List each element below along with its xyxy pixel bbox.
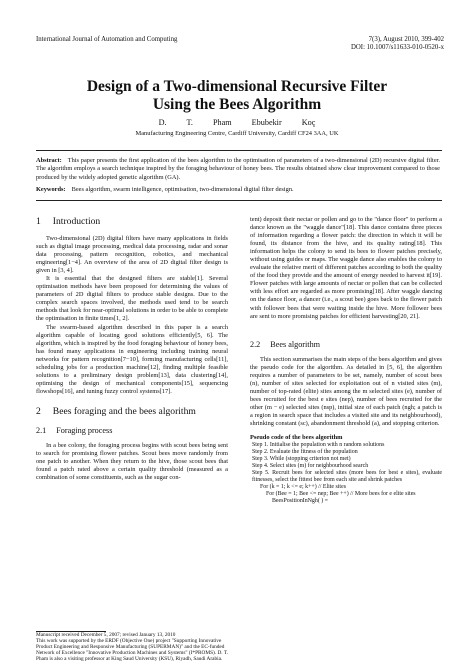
- pseudo-loop-elite: For (k = 1; k <= e; k++) // Elite sites: [260, 484, 346, 491]
- bottom-rule: [36, 200, 442, 201]
- intro-paragraph-2: It is essential that the designed filters are stable[1]. Several optimisation methods have been proposed for determining the values of parameters of 2D digital filters to produce stable designs. Due to the complex search spaces involved, the methods used tend to be search methods that look for near-optimal solutions in order to be able to complete the optimisation in finite times[1, 2].: [36, 275, 228, 323]
- foraging-continued: tent) deposit their nectar or pollen and go to the "dance floor" to perform a dance known as the "waggle dance"[18]. This dance contains three pieces of information regarding a flower patch: the direction in which it will be found, its distance from the hive, and its quality rating[18]. This information helps the colony to send its bees to flower patches precisely, without using guides or maps. The waggle dance also enables the colony to evaluate the relative merit of different patches according to both the quality of the food they provide and the amount of energy needed to harvest it[19]. Flower patches with large amounts of nectar or pollen that can be collected with less effort are regarded as more promising[18]. After waggle dancing on the dance floor, a dancer (i.e., a scout bee) goes back to the flower patch with follower bees that were waiting inside the hive. More follower bees are sent to more promising patches for efficient harvesting[20, 21].: [250, 216, 442, 320]
- intro-paragraph-1: Two-dimensional (2D) digital filters have many applications in fields such as digital image processing, medical data processing, radar and sonar data processing, pattern recognition, robotics, and mechanical engineering[1−4]. An overview of the area of 2D digital filter design is given in [3, 4].: [36, 235, 228, 275]
- footnote-received: Manuscript received December 5, 2007; revised January 13, 2010: [36, 632, 176, 638]
- abstract: [36, 157, 440, 182]
- pseudo-step-5: Step 5. Recruit bees for selected sites (more bees for best e sites), evaluate fitnesses, select the fittest bee from each site and shrink patches: [252, 470, 442, 484]
- pseudo-step-1: Step 1. Initialise the population with n random solutions: [252, 442, 385, 449]
- pseudo-code-block: [250, 434, 442, 505]
- pseudo-step-3: Step 3. While (stopping criterion not met): [252, 456, 351, 463]
- section-2-1-heading: 2.1 Foraging process: [36, 425, 113, 435]
- foraging-paragraph: In a bee colony, the foraging process begins with scout bees being sent to search for promising flower patches. Scout bees move randomly from one patch to another. When they return to the hive, those scout bees that found a patch rated above a certain quality threshold (measured as a combination of some constituents, such as the sugar con-: [36, 441, 228, 482]
- section-1-heading: 1 Introduction: [36, 216, 101, 227]
- section-2-heading: 2 Bees foraging and the bees algorithm: [36, 405, 196, 417]
- abstract-label: Abstract:: [36, 157, 62, 164]
- affiliation: Manufacturing Engineering Centre, Cardiff University, Cardiff CF24 3AA, UK: [135, 130, 339, 137]
- keywords-label: Keywords:: [36, 186, 66, 193]
- pseudo-step-4: Step 4. Select sites (m) for neighbourhood search: [252, 463, 369, 470]
- right-column: [250, 216, 442, 505]
- title-line-1: Design of a Two-dimensional Recursive Filter: [86, 78, 388, 95]
- issue-info: [351, 36, 444, 52]
- top-rule: [36, 150, 442, 151]
- footnote-funding: This work was supported by the ERDF (Objective One) project "Supporting Innovative Product Engineering and Responsive Manufacturing (SUPERMAN)" and the EC-funded Network of Excellence "Innovative Production Machines and Systems" (I*PROMS). D. T. Pham is also a visiting professor at King Saud University (KSU), Riyadh, Saudi Arabia.: [36, 638, 228, 663]
- intro-paragraph-3: The swarm-based algorithm described in this paper is a search algorithm capable of locating good solutions efficiently[5, 6]. The algorithm, which is inspired by the food foraging behaviour of honey bees, has found many applications in engineering including training neural networks for pattern recognition[7−10], forming manufacturing cells[11], scheduling jobs for a production machine[12], finding multiple feasible solutions to a preliminary design problem[13], data clustering[14], optimising the design of mechanical components[15], sequencing flowshops[16], and tuning fuzzy control systems[17].: [36, 323, 228, 395]
- keywords: [36, 186, 440, 194]
- issue-line: 7(3), August 2010, 399-402: [368, 36, 444, 43]
- pseudo-loop-bees: For (Bee = 1; Bee <= nep; Bee ++) // More bees for e elite sites: [266, 491, 416, 498]
- paper-title: [0, 78, 474, 114]
- journal-name: International Journal of Automation and Computing: [36, 36, 178, 43]
- section-2-2-heading: 2.2 Bees algorithm: [250, 339, 321, 349]
- title-line-2: Using the Bees Algorithm: [152, 96, 322, 113]
- pseudo-bees-position: BeesPositionInNgh( ) =: [272, 498, 329, 505]
- keywords-text: Bees algorithm, swarm intelligence, optimisation, two-dimensional digital filter design.: [71, 186, 294, 193]
- doi-line: DOI: 10.1007/s11633-010-0520-x: [350, 44, 444, 52]
- left-column: [36, 216, 228, 482]
- abstract-text: This paper presents the first application of the bees algorithm to the optimisation of parameters of a two-dimensional (2D) recursive digital filter. The algorithm employs a search technique inspired by the foraging behaviour of honey bees. The results obtained show clear improvement compared to those produced by the widely adopted genetic algorithm (GA).: [36, 157, 440, 181]
- pseudo-step-2: Step 2. Evaluate the fitness of the population: [252, 449, 358, 456]
- authors: D. T. Pham Ebubekir Koç: [158, 118, 316, 127]
- footnote: [36, 632, 228, 662]
- pseudo-code-title: Pseudo code of the bees algorithm: [250, 434, 343, 442]
- bees-algorithm-paragraph: This section summarises the main steps of the bees algorithm and gives the pseudo code for the algorithm. As detailed in [5, 6], the algorithm requires a number of parameters to be set, namely, number of scout bees (n), number of sites selected for exploitation out of n visited sites (m), number of top-rated (elite) sites among the m selected sites (e), number of bees recruited for the best e sites (nep), number of bees recruited for the other (m − e) selected sites (nsp), initial size of each patch (ngh; a patch is a region in search space that includes a visited site and its neighbourhood), shrinking constant (sc), abandonment threshold (a), and stopping criterion.: [250, 355, 442, 427]
